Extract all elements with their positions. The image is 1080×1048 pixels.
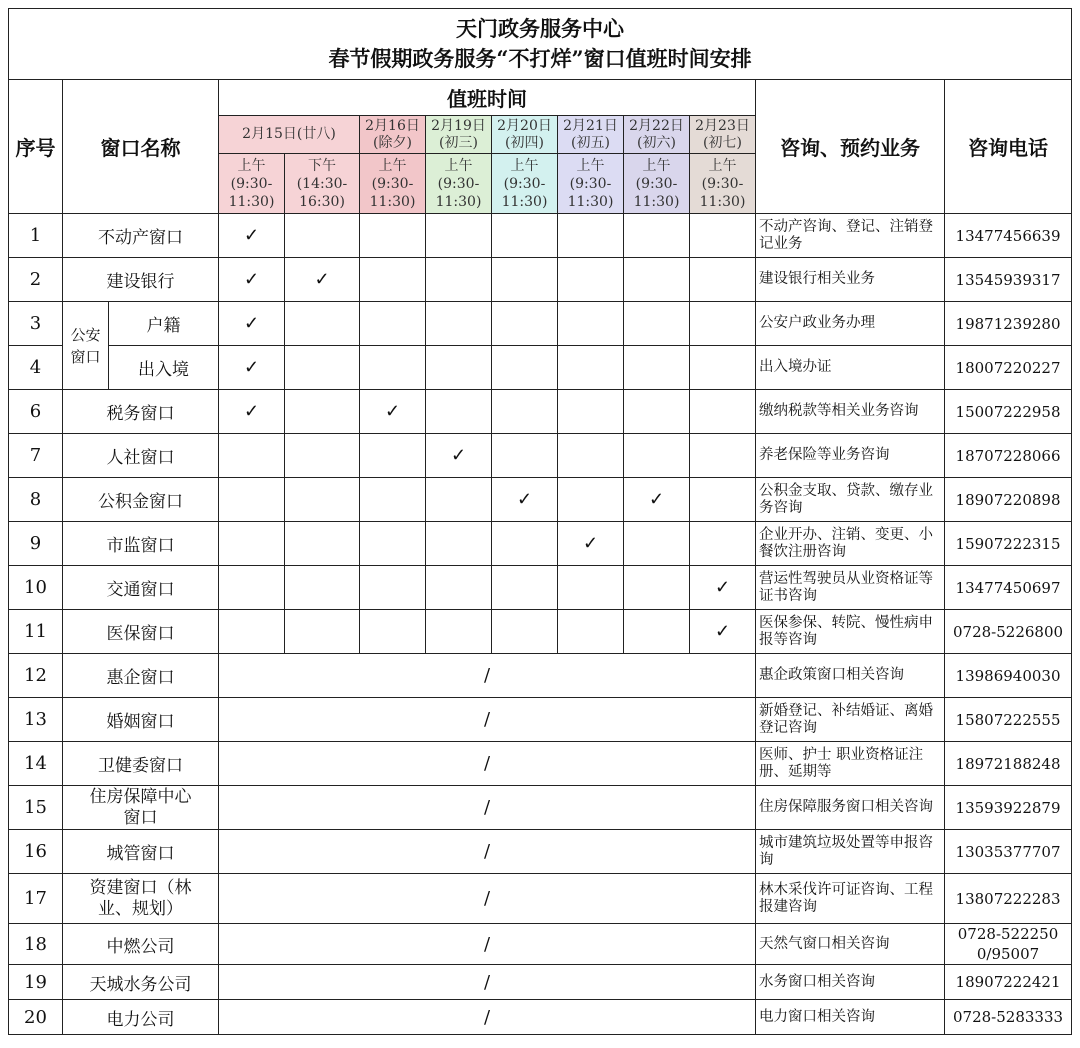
header-seq: 序号 [9, 80, 63, 214]
business-description: 公积金支取、贷款、缴存业务咨询 [756, 478, 945, 522]
row-number: 6 [9, 390, 63, 434]
duty-cell-6 [624, 522, 690, 566]
duty-cell-6 [624, 434, 690, 478]
duty-cell-1 [285, 346, 360, 390]
phone-number: 18007220227 [945, 346, 1072, 390]
duty-cell-4 [492, 346, 558, 390]
window-name: 建设银行 [63, 258, 219, 302]
table-row [9, 742, 1072, 786]
table-row [9, 522, 1072, 566]
duty-cell-0: ✓ [219, 302, 285, 346]
date-header-5: 2月22日 (初六) [624, 116, 690, 154]
row-number: 20 [9, 1000, 63, 1035]
table-row [9, 965, 1072, 1000]
business-description: 医师、护士 职业资格证注册、延期等 [756, 742, 945, 786]
duty-cell-4 [492, 610, 558, 654]
duty-cell-2 [360, 434, 426, 478]
no-duty-slash: / [219, 742, 756, 786]
duty-cell-3 [426, 346, 492, 390]
business-description: 天然气窗口相关咨询 [756, 924, 945, 965]
duty-cell-0 [219, 610, 285, 654]
duty-cell-3 [426, 478, 492, 522]
duty-cell-0 [219, 522, 285, 566]
table-row [9, 566, 1072, 610]
business-description: 不动产咨询、登记、注销登记业务 [756, 214, 945, 258]
duty-cell-2 [360, 478, 426, 522]
duty-cell-4 [492, 522, 558, 566]
duty-cell-4 [492, 302, 558, 346]
window-name: 出入境 [109, 346, 219, 390]
duty-cell-1 [285, 302, 360, 346]
duty-cell-5 [558, 478, 624, 522]
duty-schedule-document [8, 8, 1072, 1035]
slot-header-4: 上午 (9:30- 11:30) [492, 154, 558, 214]
phone-number: 13807222283 [945, 874, 1072, 924]
duty-cell-5 [558, 302, 624, 346]
slot-header-6: 上午 (9:30- 11:30) [624, 154, 690, 214]
no-duty-slash: / [219, 965, 756, 1000]
no-duty-slash: / [219, 830, 756, 874]
business-description: 缴纳税款等相关业务咨询 [756, 390, 945, 434]
phone-number: 19871239280 [945, 302, 1072, 346]
duty-cell-3 [426, 566, 492, 610]
duty-cell-6 [624, 258, 690, 302]
phone-number: 18907222421 [945, 965, 1072, 1000]
duty-schedule-table [8, 8, 1072, 1035]
phone-number: 13545939317 [945, 258, 1072, 302]
title-line-2: 春节假期政务服务“不打烊”窗口值班时间安排 [328, 46, 752, 71]
duty-cell-5 [558, 566, 624, 610]
row-number: 18 [9, 924, 63, 965]
duty-cell-6 [624, 302, 690, 346]
row-number: 3 [9, 302, 63, 346]
table-row [9, 214, 1072, 258]
duty-cell-5 [558, 610, 624, 654]
duty-cell-5 [558, 390, 624, 434]
business-description: 建设银行相关业务 [756, 258, 945, 302]
group-label-text: 公安窗口 [70, 325, 101, 366]
duty-cell-6 [624, 390, 690, 434]
phone-number: 0728-5283333 [945, 1000, 1072, 1035]
business-description: 医保参保、转院、慢性病申报等咨询 [756, 610, 945, 654]
duty-cell-3 [426, 302, 492, 346]
window-name: 电力公司 [63, 1000, 219, 1035]
table-row [9, 654, 1072, 698]
duty-cell-1: ✓ [285, 258, 360, 302]
duty-cell-1 [285, 214, 360, 258]
duty-cell-6: ✓ [624, 478, 690, 522]
duty-cell-7 [690, 302, 756, 346]
row-number: 2 [9, 258, 63, 302]
duty-cell-4 [492, 566, 558, 610]
phone-number: 13986940030 [945, 654, 1072, 698]
table-row [9, 698, 1072, 742]
row-number: 10 [9, 566, 63, 610]
no-duty-slash: / [219, 698, 756, 742]
duty-cell-2 [360, 610, 426, 654]
duty-cell-3 [426, 390, 492, 434]
date-header-2: 2月19日 (初三) [426, 116, 492, 154]
no-duty-slash: / [219, 786, 756, 830]
date-header-0: 2月15日(廿八) [219, 116, 360, 154]
window-name: 城管窗口 [63, 830, 219, 874]
phone-number: 15007222958 [945, 390, 1072, 434]
window-name: 医保窗口 [63, 610, 219, 654]
duty-cell-7 [690, 434, 756, 478]
duty-cell-7 [690, 258, 756, 302]
window-name: 惠企窗口 [63, 654, 219, 698]
phone-number: 18907220898 [945, 478, 1072, 522]
duty-cell-0 [219, 434, 285, 478]
duty-cell-6 [624, 214, 690, 258]
duty-cell-4 [492, 214, 558, 258]
date-header-4: 2月21日 (初五) [558, 116, 624, 154]
window-name: 户籍 [109, 302, 219, 346]
window-name: 中燃公司 [63, 924, 219, 965]
business-description: 公安户政业务办理 [756, 302, 945, 346]
window-name: 天城水务公司 [63, 965, 219, 1000]
header-business: 咨询、预约业务 [756, 80, 945, 214]
table-row [9, 478, 1072, 522]
duty-cell-2 [360, 258, 426, 302]
window-name: 人社窗口 [63, 434, 219, 478]
duty-cell-0: ✓ [219, 346, 285, 390]
table-row [9, 258, 1072, 302]
business-description: 新婚登记、补结婚证、离婚登记咨询 [756, 698, 945, 742]
duty-cell-1 [285, 610, 360, 654]
table-row [9, 874, 1072, 924]
group-label-public-security [63, 302, 109, 390]
row-number: 16 [9, 830, 63, 874]
duty-cell-7: ✓ [690, 566, 756, 610]
duty-cell-2 [360, 522, 426, 566]
table-row [9, 434, 1072, 478]
title-line-1: 天门政务服务中心 [456, 16, 625, 41]
business-description: 水务窗口相关咨询 [756, 965, 945, 1000]
duty-cell-6 [624, 346, 690, 390]
duty-cell-1 [285, 434, 360, 478]
duty-cell-6 [624, 610, 690, 654]
business-description: 林木采伐许可证咨询、工程报建咨询 [756, 874, 945, 924]
page-title [9, 9, 1072, 80]
table-row [9, 786, 1072, 830]
window-name: 市监窗口 [63, 522, 219, 566]
phone-number: 13477450697 [945, 566, 1072, 610]
business-description: 城市建筑垃圾处置等申报咨询 [756, 830, 945, 874]
row-number: 9 [9, 522, 63, 566]
header-phone: 咨询电话 [945, 80, 1072, 214]
table-row [9, 610, 1072, 654]
date-header-1: 2月16日 (除夕) [360, 116, 426, 154]
duty-cell-7 [690, 478, 756, 522]
duty-cell-5 [558, 214, 624, 258]
business-description: 营运性驾驶员从业资格证等证书咨询 [756, 566, 945, 610]
duty-cell-5 [558, 434, 624, 478]
slot-header-7: 上午 (9:30- 11:30) [690, 154, 756, 214]
row-number: 11 [9, 610, 63, 654]
window-name: 卫健委窗口 [63, 742, 219, 786]
header-window-name: 窗口名称 [63, 80, 219, 214]
row-number: 4 [9, 346, 63, 390]
duty-cell-0 [219, 478, 285, 522]
slot-header-0: 上午 (9:30- 11:30) [219, 154, 285, 214]
business-description: 养老保险等业务咨询 [756, 434, 945, 478]
row-number: 12 [9, 654, 63, 698]
duty-cell-4 [492, 434, 558, 478]
duty-cell-7 [690, 346, 756, 390]
phone-number: 0728-5226800 [945, 610, 1072, 654]
header-duty-time: 值班时间 [219, 80, 756, 116]
duty-cell-3 [426, 258, 492, 302]
duty-cell-0: ✓ [219, 258, 285, 302]
window-name: 交通窗口 [63, 566, 219, 610]
row-number: 14 [9, 742, 63, 786]
duty-cell-0: ✓ [219, 214, 285, 258]
duty-cell-7: ✓ [690, 610, 756, 654]
duty-cell-7 [690, 522, 756, 566]
duty-cell-0 [219, 566, 285, 610]
duty-cell-4 [492, 258, 558, 302]
table-row [9, 390, 1072, 434]
phone-number: 13593922879 [945, 786, 1072, 830]
no-duty-slash: / [219, 654, 756, 698]
business-description: 企业开办、注销、变更、小餐饮注册咨询 [756, 522, 945, 566]
window-name: 住房保障中心窗口 [63, 786, 219, 830]
phone-number: 15807222555 [945, 698, 1072, 742]
phone-number: 18707228066 [945, 434, 1072, 478]
slot-header-2: 上午 (9:30- 11:30) [360, 154, 426, 214]
duty-cell-5 [558, 258, 624, 302]
duty-cell-3 [426, 214, 492, 258]
row-number: 17 [9, 874, 63, 924]
slot-header-1: 下午 (14:30- 16:30) [285, 154, 360, 214]
duty-cell-7 [690, 390, 756, 434]
no-duty-slash: / [219, 1000, 756, 1035]
duty-cell-1 [285, 566, 360, 610]
duty-cell-5: ✓ [558, 522, 624, 566]
duty-cell-3 [426, 522, 492, 566]
window-name: 婚姻窗口 [63, 698, 219, 742]
duty-cell-1 [285, 390, 360, 434]
duty-cell-2 [360, 214, 426, 258]
window-name: 公积金窗口 [63, 478, 219, 522]
phone-number: 15907222315 [945, 522, 1072, 566]
window-name: 不动产窗口 [63, 214, 219, 258]
phone-number: 13035377707 [945, 830, 1072, 874]
date-header-3: 2月20日 (初四) [492, 116, 558, 154]
duty-cell-1 [285, 478, 360, 522]
row-number: 19 [9, 965, 63, 1000]
no-duty-slash: / [219, 924, 756, 965]
row-number: 13 [9, 698, 63, 742]
slot-header-3: 上午 (9:30- 11:30) [426, 154, 492, 214]
duty-cell-2 [360, 566, 426, 610]
duty-cell-1 [285, 522, 360, 566]
duty-cell-3: ✓ [426, 434, 492, 478]
duty-cell-7 [690, 214, 756, 258]
duty-cell-2 [360, 346, 426, 390]
phone-number: 0728-5222500/95007 [945, 924, 1072, 965]
duty-cell-6 [624, 566, 690, 610]
row-number: 1 [9, 214, 63, 258]
no-duty-slash: / [219, 874, 756, 924]
date-header-6: 2月23日 (初七) [690, 116, 756, 154]
duty-cell-4 [492, 390, 558, 434]
table-row [9, 346, 1072, 390]
row-number: 8 [9, 478, 63, 522]
duty-cell-5 [558, 346, 624, 390]
business-description: 惠企政策窗口相关咨询 [756, 654, 945, 698]
business-description: 住房保障服务窗口相关咨询 [756, 786, 945, 830]
phone-number: 13477456639 [945, 214, 1072, 258]
duty-cell-4: ✓ [492, 478, 558, 522]
duty-cell-2 [360, 302, 426, 346]
table-row [9, 830, 1072, 874]
duty-cell-3 [426, 610, 492, 654]
row-number: 15 [9, 786, 63, 830]
business-description: 电力窗口相关咨询 [756, 1000, 945, 1035]
table-row [9, 302, 1072, 346]
phone-number: 18972188248 [945, 742, 1072, 786]
slot-header-5: 上午 (9:30- 11:30) [558, 154, 624, 214]
window-name: 资建窗口（林业、规划） [63, 874, 219, 924]
business-description: 出入境办证 [756, 346, 945, 390]
table-row [9, 924, 1072, 965]
duty-cell-0: ✓ [219, 390, 285, 434]
duty-cell-2: ✓ [360, 390, 426, 434]
table-row [9, 1000, 1072, 1035]
window-name: 税务窗口 [63, 390, 219, 434]
row-number: 7 [9, 434, 63, 478]
